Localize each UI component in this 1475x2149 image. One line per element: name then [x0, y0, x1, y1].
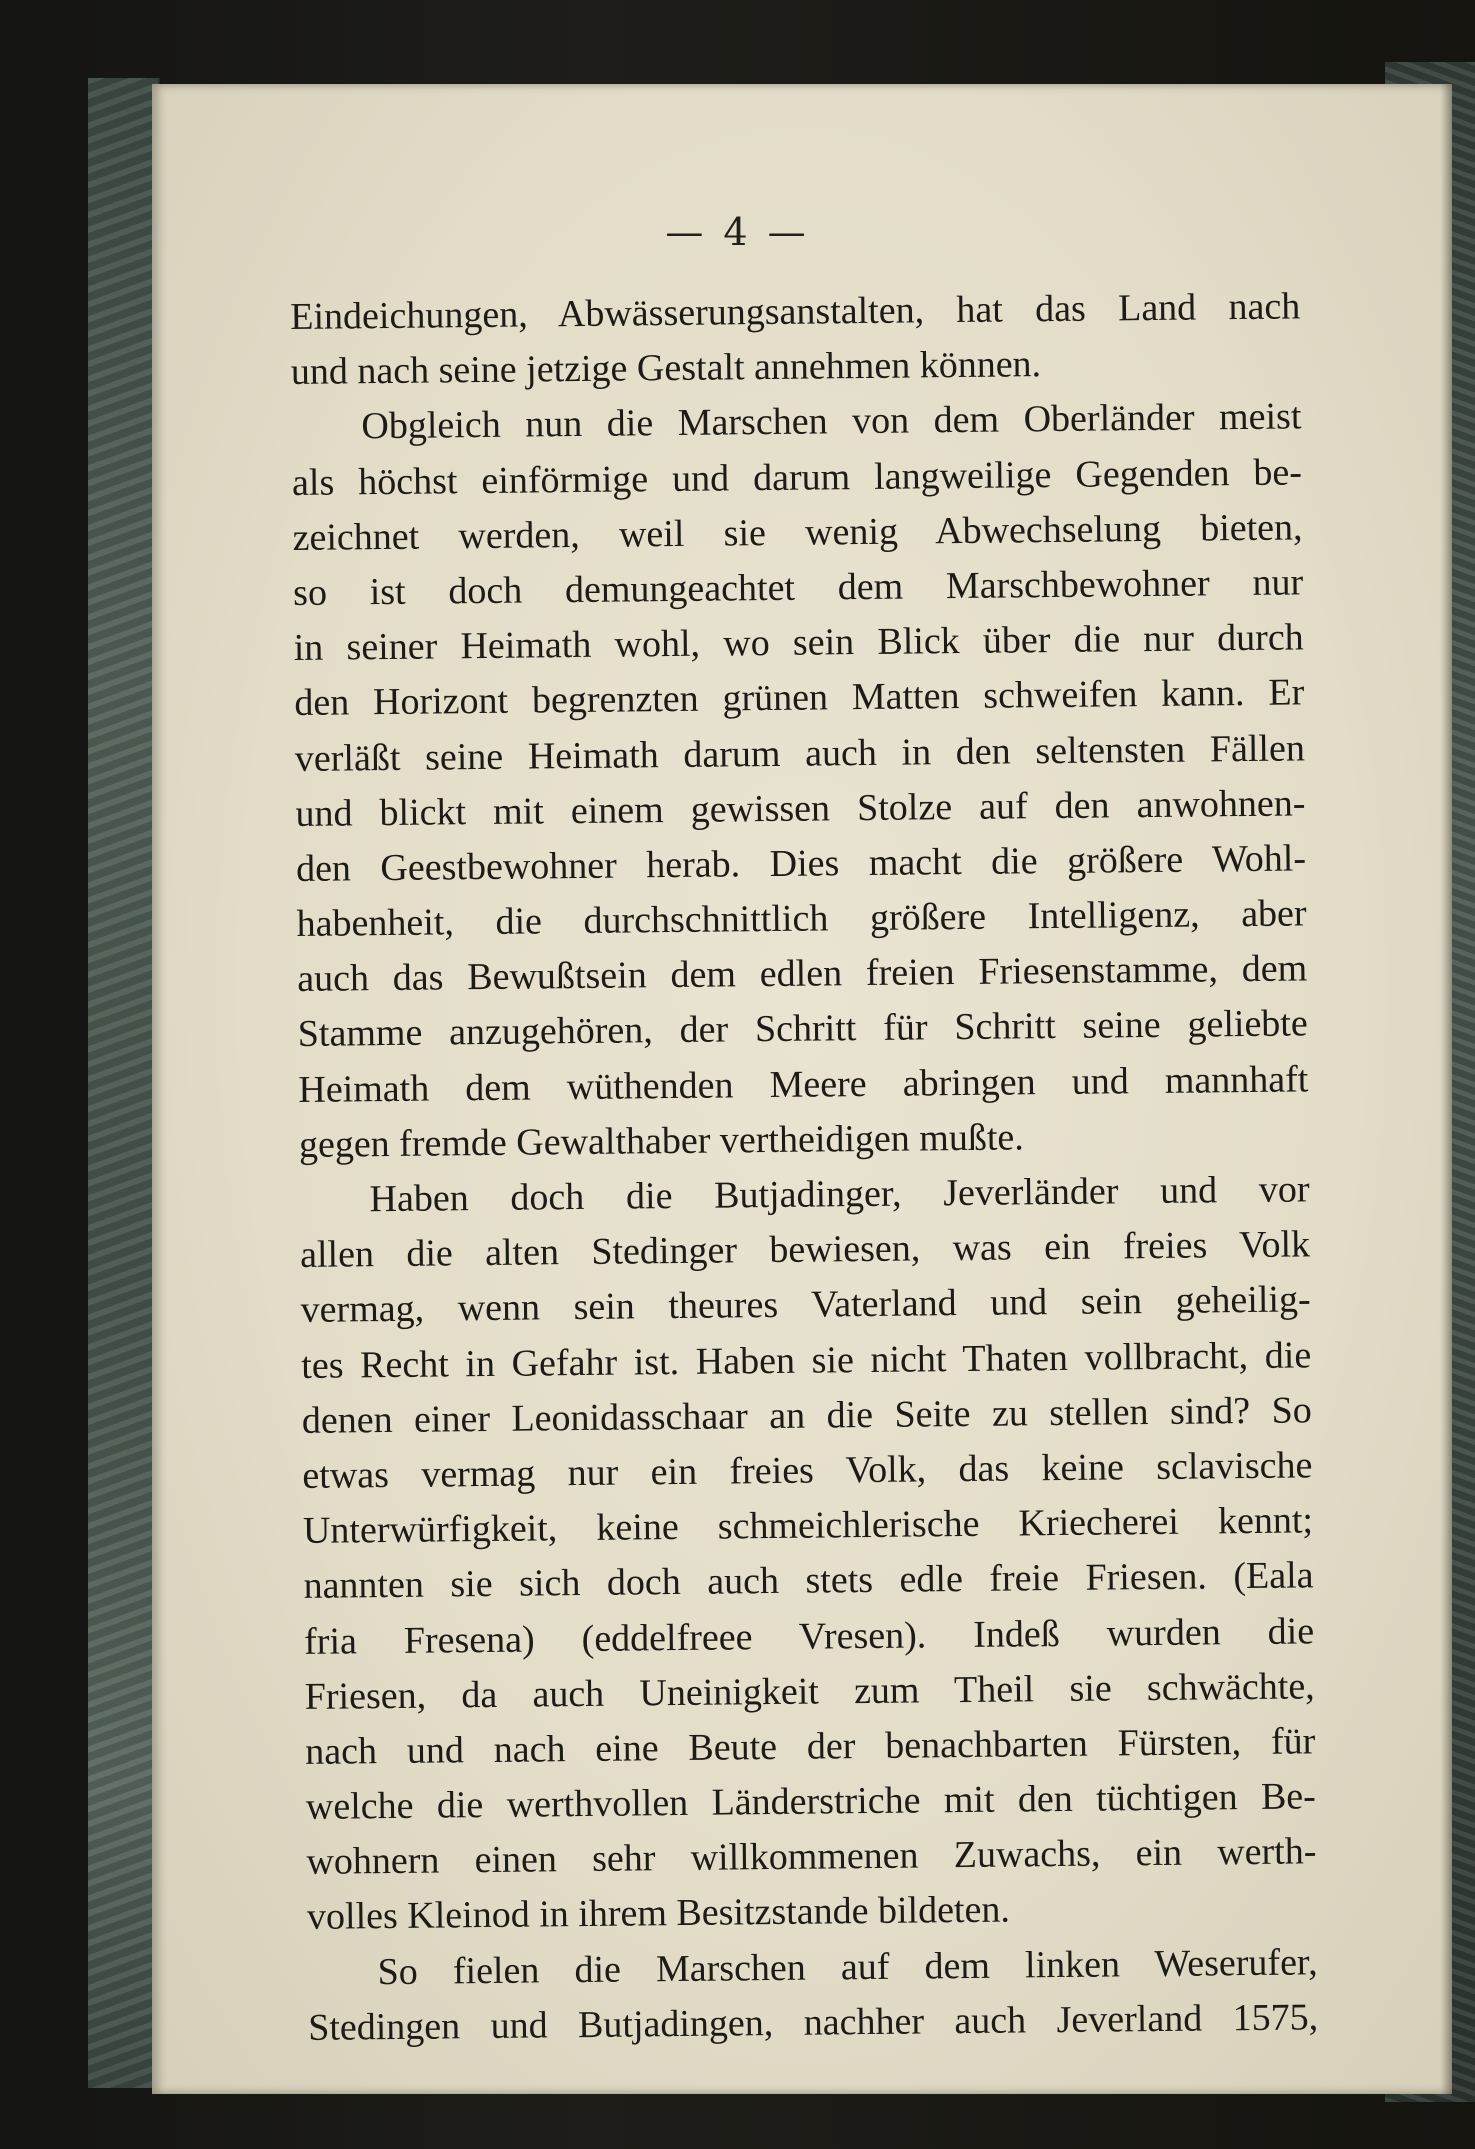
- text-line: Obgleich nun die Marschen von dem Oberländer meist: [361, 395, 1302, 448]
- text-line: denen einer Leonidasschaar an die Seite zu stellen sind? So: [301, 1389, 1313, 1442]
- text-line: volles Kleinod in ihrem Besitzstande bildeten.: [306, 1888, 1011, 1939]
- text-line: Eindeichungen, Abwässerungsanstalten, hat das Land nach: [290, 285, 1301, 338]
- page-number: — 4 —: [665, 210, 810, 254]
- text-line: gegen fremde Gewalthaber vertheidigen mußte.: [298, 1116, 1024, 1166]
- text-line: Stedingen und Butjadingen, nachher auch Jeverland 1575,: [307, 1996, 1319, 2049]
- text-line: welche die werthvollen Länderstriche mit den tüchtigen Be-: [305, 1775, 1317, 1828]
- text-line: in seiner Heimath wohl, wo sein Blick über die nur durch: [293, 616, 1304, 670]
- text-line: Haben doch die Butjadinger, Jeverländer und vor: [369, 1168, 1310, 1221]
- text-line: zeichnet werden, weil sie wenig Abwechselung bieten,: [292, 506, 1303, 559]
- text-line: Friesen, da auch Uneinigkeit zum Theil sie schwächte,: [304, 1665, 1315, 1718]
- text-line: und nach seine jetzige Gestalt annehmen können.: [290, 343, 1042, 394]
- text-line: etwas vermag nur ein freies Volk, das keine sclavische: [302, 1444, 1313, 1497]
- text-line: nannten sie sich doch auch stets edle freie Friesen. (Eala: [303, 1554, 1314, 1608]
- text-line: vermag, wenn sein theures Vaterland und sein geheilig-: [300, 1278, 1311, 1332]
- text-line: tes Recht in Gefahr ist. Haben sie nicht Thaten vollbracht, die: [301, 1333, 1312, 1387]
- text-line: allen die alten Stedinger bewiesen, was ein freies Volk: [299, 1223, 1311, 1277]
- text-line: auch das Bewußtsein dem edlen freien Friesenstamme, dem: [296, 947, 1308, 1001]
- text-line: als höchst einförmige und darum langweilige Gegenden be-: [291, 450, 1303, 504]
- text-line: So fielen die Marschen auf dem linken Weserufer,: [377, 1940, 1318, 1993]
- text-line: nach und nach eine Beute der benachbarten Fürsten, für: [305, 1720, 1316, 1773]
- text-line: verläßt seine Heimath darum auch in den seltensten Fällen: [294, 726, 1306, 780]
- text-line: den Horizont begrenzten grünen Matten schweifen kann. Er: [294, 671, 1305, 725]
- book-cover-left: [88, 78, 160, 2088]
- text-line: fria Fresena) (eddelfreee Vresen). Indeß wurden die: [303, 1609, 1315, 1663]
- text-line: und blickt mit einem gewissen Stolze auf den anwohnen-: [295, 782, 1306, 835]
- text-line: den Geestbewohner herab. Dies macht die größere Wohl-: [295, 837, 1307, 890]
- text-line: habenheit, die durchschnittlich größere Intelligenz, aber: [296, 892, 1307, 946]
- text-line: Stamme anzugehören, der Schritt für Schritt seine geliebte: [297, 1002, 1308, 1056]
- text-line: Unterwürfigkeit, keine schmeichlerische Kriecherei kennt;: [302, 1499, 1314, 1553]
- body-text: [290, 279, 1318, 2055]
- text-line: Heimath dem wüthenden Meere abringen und mannhaft: [298, 1058, 1309, 1111]
- text-line: wohnern einen sehr willkommenen Zuwachs, ein werth-: [306, 1830, 1317, 1884]
- page-gutter-shadow: [1440, 84, 1452, 2094]
- text-line: so ist doch demungeachtet dem Marschbewohner nur: [292, 561, 1304, 614]
